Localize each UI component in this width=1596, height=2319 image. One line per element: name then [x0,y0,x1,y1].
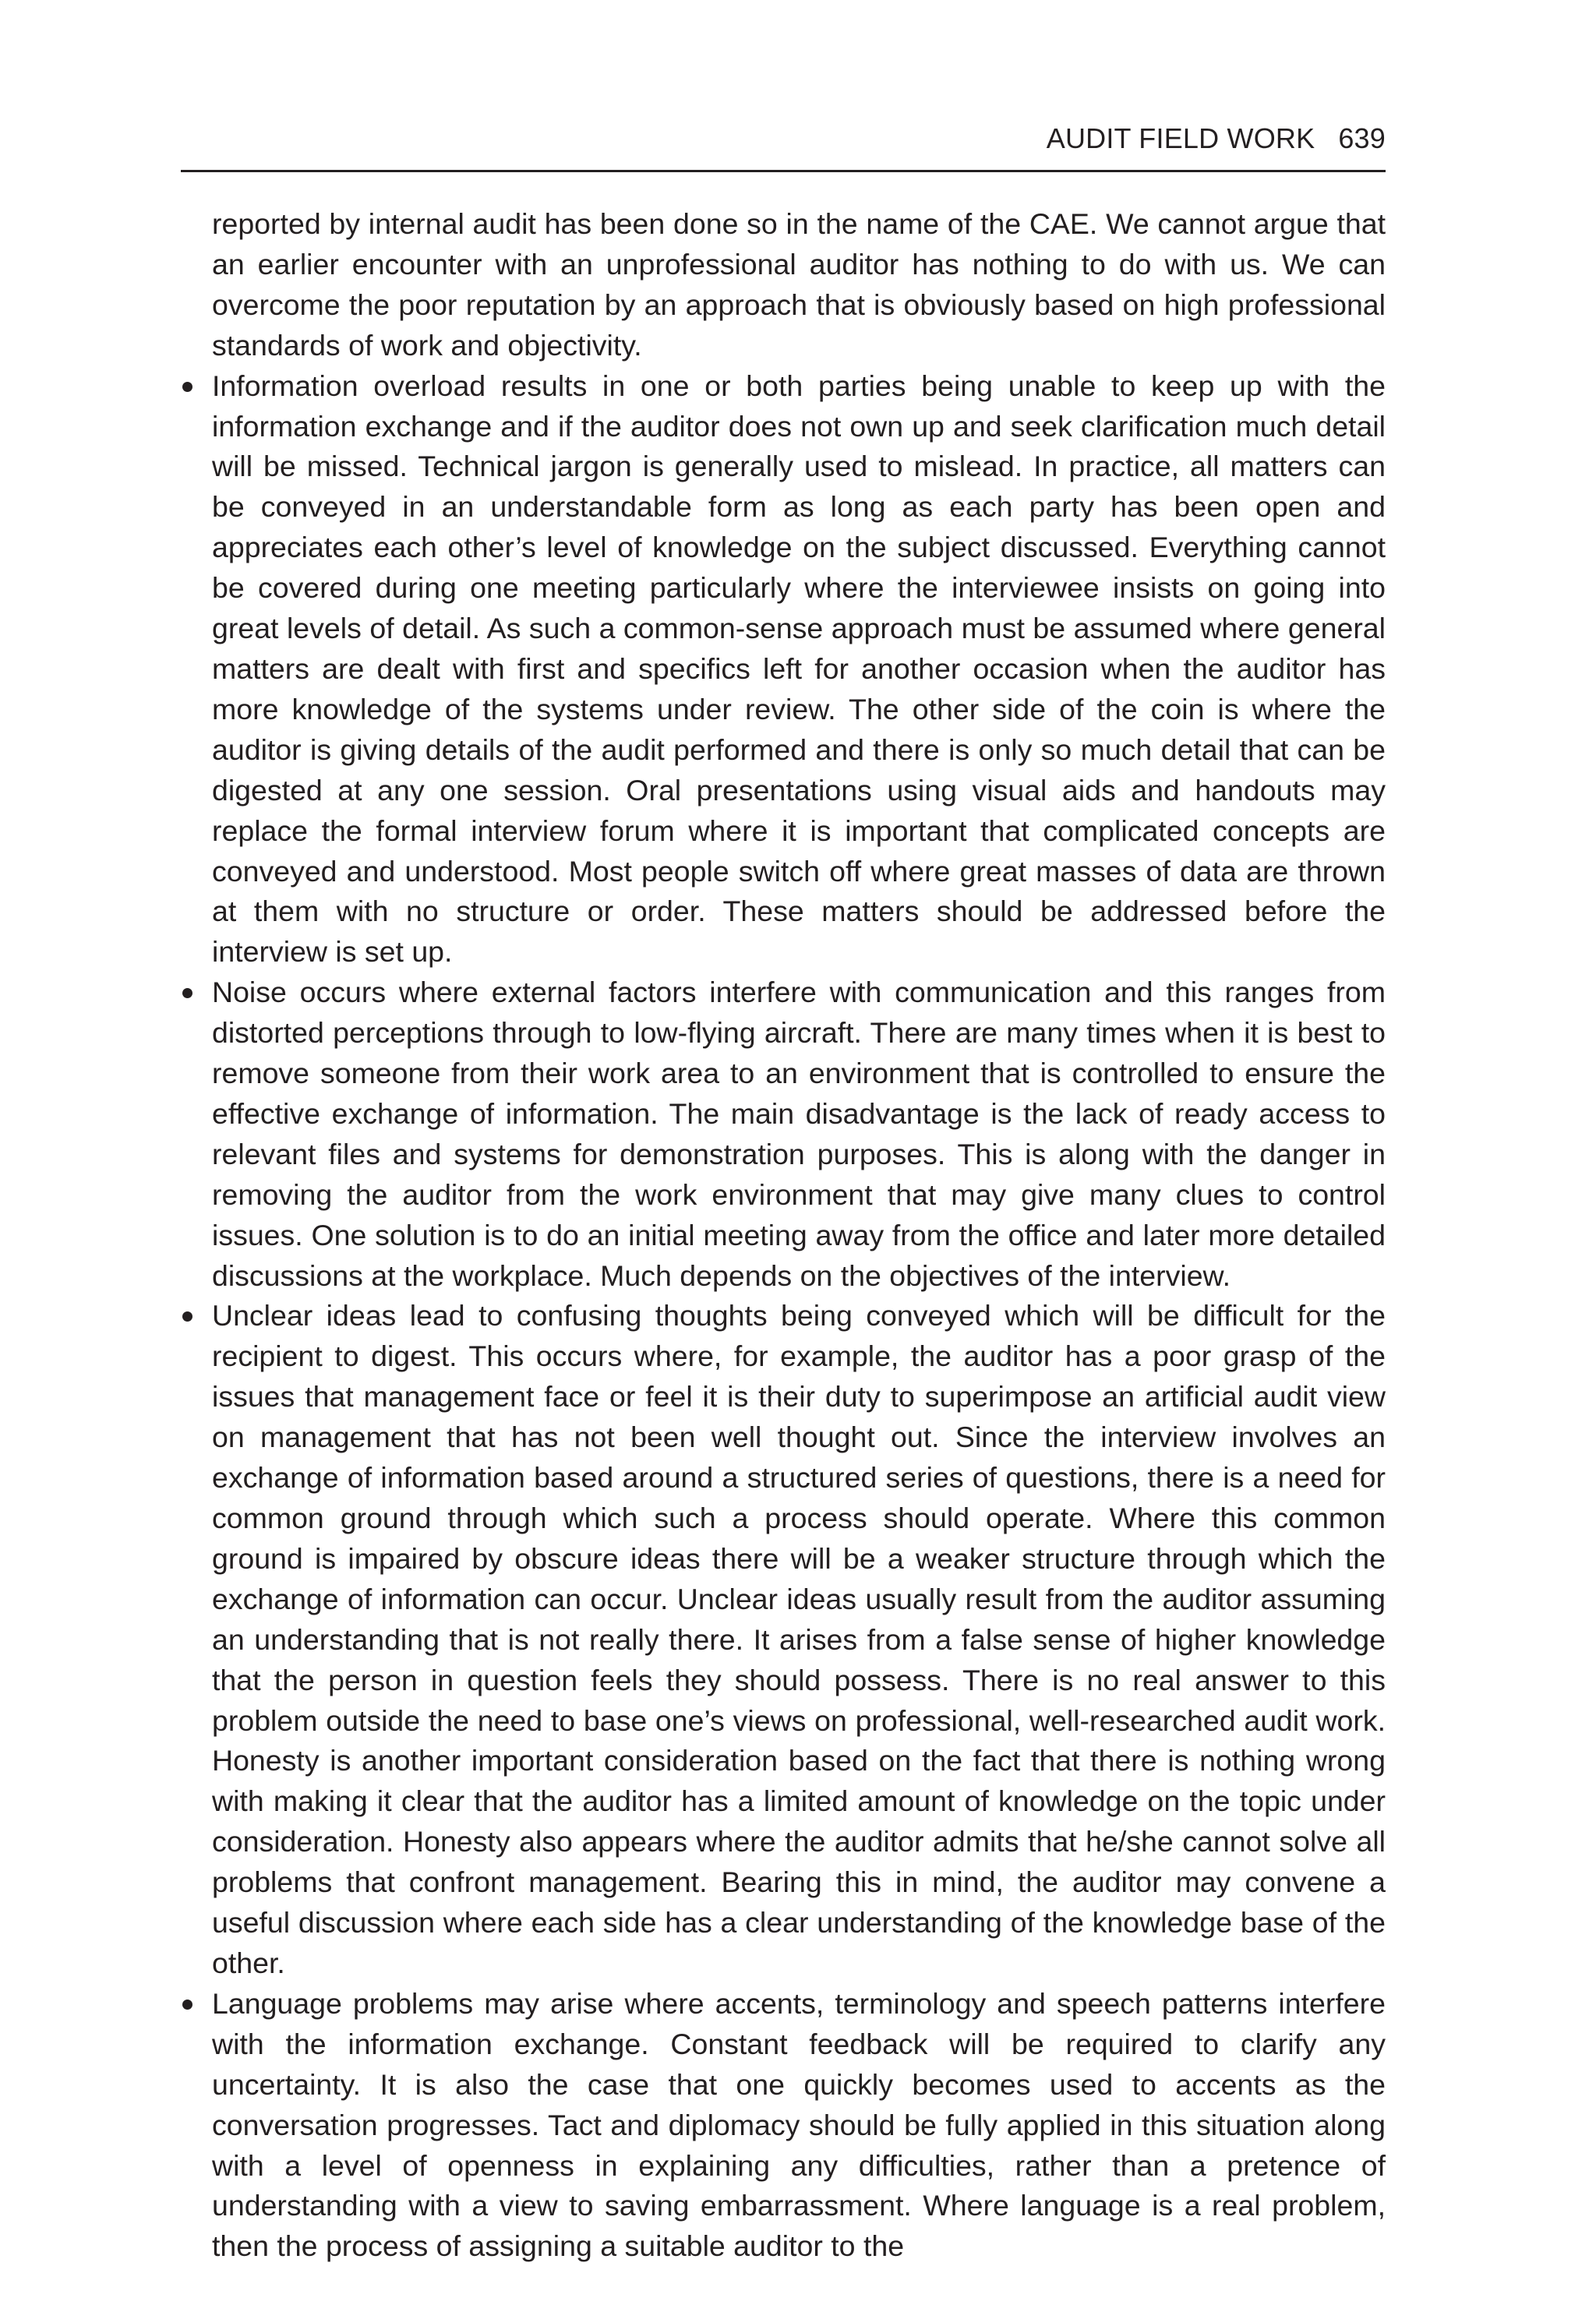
bullet-item-unclear-ideas [212,1296,1386,1983]
header-text [1047,122,1386,156]
running-header [181,117,1386,172]
bullet-item-noise [212,972,1386,1296]
bullet-icon [182,1311,192,1322]
page-number: 639 [1338,122,1386,154]
bullet-text: Noise occurs where external factors interfere with communication and this ranges from distorted perceptions through to low-flying aircraft. There are many times when it is best to remove someone from their work area to an environment that is controlled to ensure the effective exchange of information. The main disadvantage is the lack of ready access to relevant files and systems for demonstration purposes. This is along with the danger in removing the auditor from the work environment that may give many clues to control issues. One solution is to do an initial meeting away from the office and later more detailed discussions at the workplace. Much depends on the objectives of the interview. [212,976,1386,1292]
bullet-item-language-problems [212,1984,1386,2267]
body-text [212,204,1386,2267]
bullet-icon [182,382,192,392]
bullet-text: Unclear ideas lead to confusing thoughts being conveyed which will be difficult for the recipient to digest. This occurs where, for example, the auditor has a poor grasp of the issues that management face or feel it is their duty to superimpose an artificial audit view on management that has not been well thought out. Since the interview involves an exchange of information based around a structured series of questions, there is a need for common ground through which such a process should operate. Where this common ground is impaired by obscure ideas there will be a weaker structure through which the exchange of information can occur. Unclear ideas usually result from the auditor assuming an understanding that is not really there. It arises from a false sense of higher knowledge that the person in question feels they should possess. There is no real answer to this problem outside the need to base one’s views on professional, well-researched audit work. Honesty is another important consideration based on the fact that there is nothing wrong with making it clear that the auditor has a limited amount of knowledge on the topic under consideration. Honesty also appears where the auditor admits that he/she cannot solve all problems that confront management. Bearing this in mind, the auditor may convene a useful discussion where each side has a clear understanding of the knowledge base of the other. [212,1299,1386,1979]
bullet-text: Information overload results in one or both parties being unable to keep up with the information exchange and if the auditor does not own up and seek clarification much detail will be missed. Technical jargon is generally used to mislead. In practice, all matters can be conveyed in an understandable form as long as each party has been open and appreciates each other’s level of knowledge on the subject discussed. Everything cannot be covered during one meeting particularly where the interviewee insists on going into great levels of detail. As such a common-sense approach must be assumed where general matters are dealt with first and specifics left for another occasion when the auditor has more knowledge of the systems under review. The other side of the coin is where the auditor is giving details of the audit performed and there is only so much detail that can be digested at any one session. Oral presentations using visual aids and handouts may replace the formal interview forum where it is important that complicated concepts are conveyed and understood. Most people switch off where great masses of data are thrown at them with no structure or order. These matters should be addressed before the interview is set up. [212,369,1386,969]
bullet-item-information-overload [212,366,1386,973]
continuation-paragraph: reported by internal audit has been done so in the name of the CAE. We cannot argue that an earlier encounter with an unprofessional auditor has nothing to do with us. We can overcome the poor reputation by an approach that is obviously based on high professional standards of work and objectivity. [212,207,1386,362]
bullet-list [212,366,1386,2268]
bullet-icon [182,2000,192,2010]
bullet-icon [182,988,192,998]
running-title: AUDIT FIELD WORK [1046,122,1315,154]
bullet-text: Language problems may arise where accents, terminology and speech patterns interfere with the information exchange. Constant feedback will be required to clarify any uncertainty. It is also the case that one quickly becomes used to accents as the conversation progresses. Tact and diplomacy should be fully applied in this situation along with a level of openness in explaining any difficulties, rather than a pretence of understanding with a view to saving embarrassment. Where language is a real problem, then the process of assigning a suitable auditor to the [212,1986,1386,2263]
